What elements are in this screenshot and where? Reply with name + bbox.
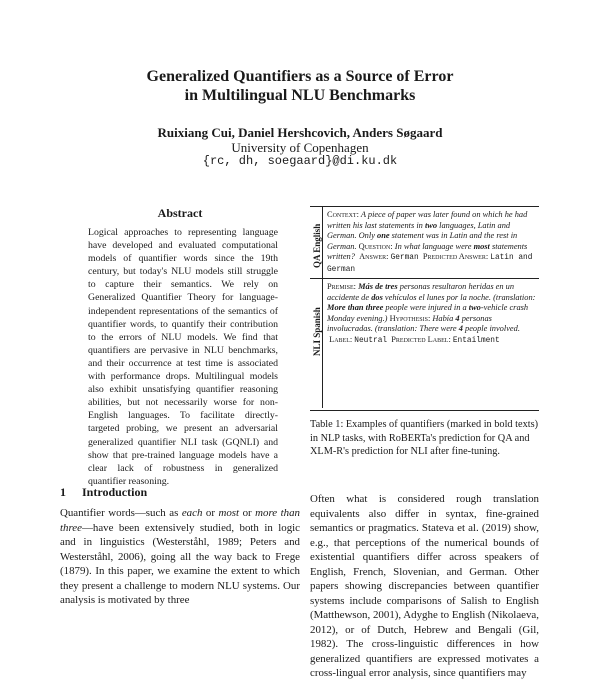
- paper-title-line-2: in Multilingual NLU Benchmarks: [184, 87, 416, 104]
- nli-example: Premise: Más de tres personas resultaron heridas en un accidente de dos vehículos el lunes por la noche. (translation: More than three people were injured in a two-vehicle crash Monday evening.) Hypothesis: Había 4 personas involucradas. (translation: There were 4 people involved. Label: Neutral Predicted Label: Entailment: [327, 282, 536, 345]
- section-heading-introduction: [60, 485, 147, 500]
- introduction-paragraph: Quantifier words—such as each or most or more than three—have been extensively studied, both in logic and in linguistics (Westerståhl, 1989; Peters and Westerståhl, 2006), going all the way back to Frege (1879). In this paper, we examine the extent to which they present a challenge to modern NLU systems. Our analysis is motivated by three: [60, 507, 301, 606]
- qa-example: Context: A piece of paper was later found on which he had written his last statements in two languages, Latin and German. Only one statement was in Latin and the rest in German. Question: In what language were most statements written? Answer: German Predicted Answer: Latin and German: [327, 210, 533, 274]
- paper-title-line-1: Generalized Quantifiers as a Source of Error: [146, 68, 454, 85]
- abstract-text: Logical approaches to representing language have developed and evaluated computational models of quantifier words since the 19th century, but today's NLU models still struggle to capture their semantics. We rely on Generalized Quantifier Theory for language-independent representations of the semantics of quantifier words, to quantify their contribution to the errors of NLU models. We find that quantifiers are pervasive in NLU benchmarks, and their occurrence at test time is associated with performance drops. Multilingual models also exhibit unsatisfying quantifier reasoning abilities, but not necessarily worse for non-English languages. To facilitate directly-targeted probing, we present an adversarial generalized quantifier NLI task (GQNLI) and show that pre-trained language models have a clear lack of robustness in generalized quantifier reasoning.: [88, 227, 278, 487]
- table-column-divider: [322, 207, 323, 408]
- nli-spanish-label: NLI Spanish: [312, 307, 322, 356]
- table-caption: Table 1: Examples of quantifiers (marked in bold texts) in NLP tasks, with RoBERTa's prediction for QA and XLM-R's prediction for NLI after fine-tuning.: [310, 419, 539, 457]
- section-title: Introduction: [82, 485, 148, 499]
- section-number: 1: [60, 485, 66, 499]
- table-row-divider: [310, 278, 539, 279]
- right-column-paragraph: Often what is considered rough translation equivalents also differ in syntax, fine-grained semantics or pragmatics. Stateva et al. (2019) show, e.g., that perceptions of the numerical bounds of existential quantifiers differ across speakers of English, French, Slovenian, and German. Other papers showing discrepancies between quantifier systems include comparisons of Salish to English (Matthewson, 2001), Adyghe to English (Nikolaeva, 2012), or of Dutch, Hebrew and Bengali (Gil, 1982). The cross-linguistic differences in how generalized quantifiers are expressed motivates a cross-lingual error analysis, since quantifiers may: [310, 493, 539, 679]
- abstract-heading: Abstract: [157, 206, 203, 220]
- email: {rc, dh, soegaard}@di.ku.dk: [202, 154, 398, 168]
- authors: Ruixiang Cui, Daniel Hershcovich, Anders Søgaard: [157, 125, 443, 140]
- affiliation: University of Copenhagen: [231, 140, 369, 155]
- qa-english-label: QA English: [312, 223, 322, 268]
